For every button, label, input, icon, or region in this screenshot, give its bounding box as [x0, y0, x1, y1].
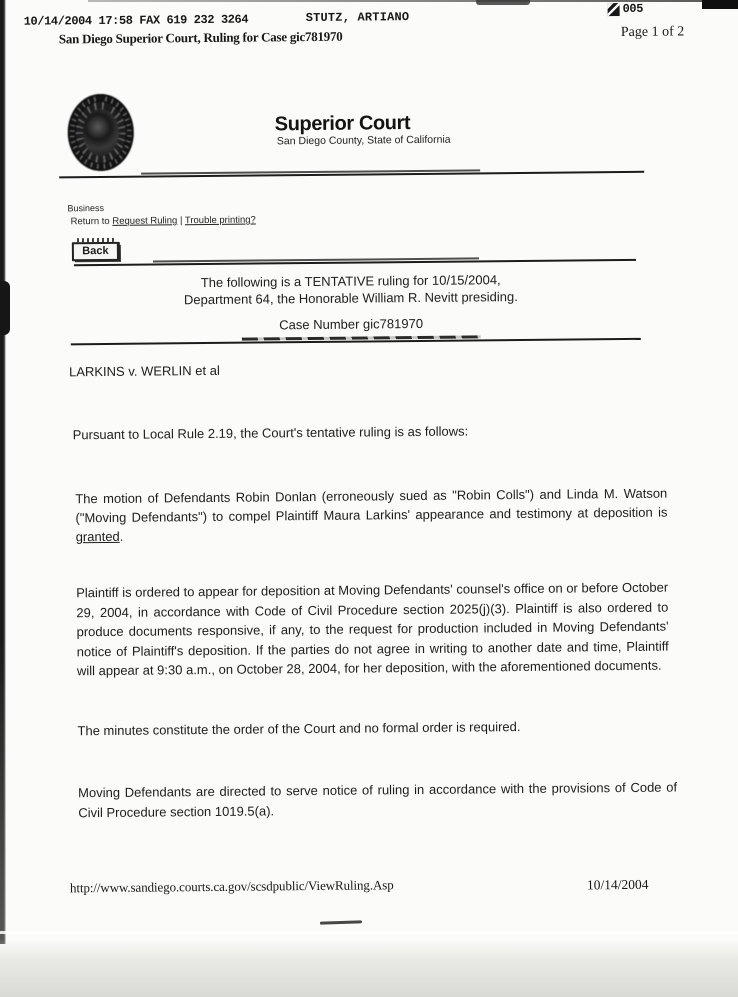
- fax-timestamp: 10/14/2004 17:58 FAX 619 232 3264: [23, 12, 249, 29]
- divider-rule-masthead: [59, 171, 644, 179]
- scan-corner-top-right: [702, 0, 738, 9]
- page-title: Superior Court: [274, 112, 411, 136]
- scan-edge-top-segment: [476, 0, 530, 5]
- motion-paragraph: [75, 484, 668, 547]
- paper-bottom-edge-highlight: [0, 931, 738, 934]
- court-seal: [67, 94, 134, 172]
- scan-edge-top: [88, 0, 738, 2]
- request-ruling-link[interactable]: Request Ruling: [112, 215, 178, 227]
- scan-edge-left-fade: [0, 640, 5, 944]
- motion-text: The motion of Defendants Robin Donlan (erroneously sued as "Robin Colls") and Linda M. Watson ("Moving Defendants") to compel Plaintiff Maura Larkins' appearance and testimony at deposition is: [75, 485, 668, 526]
- notice-paragraph: Moving Defendants are directed to serve notice of ruling in accordance with the provisions of Code of Civil Procedure section 1019.5(a).: [78, 779, 678, 820]
- fax-sender: STUTZ, ARTIANO: [305, 10, 410, 26]
- divider-rule-nav: [74, 259, 636, 266]
- ruling-intro: Pursuant to Local Rule 2.19, the Court's tentative ruling is as follows:: [72, 423, 469, 443]
- page-slash-icon: [608, 3, 620, 16]
- granted-emphasis: granted: [75, 528, 120, 545]
- tentative-ruling-line1: The following is a TENTATIVE ruling for 10/15/2004,: [200, 272, 501, 291]
- print-date: 10/14/2004: [586, 876, 649, 893]
- trouble-printing-link[interactable]: Trouble printing?: [184, 214, 256, 227]
- source-url: http://www.sandiego.courts.ca.gov/scsdpublic/ViewRuling.Asp: [69, 877, 394, 896]
- fax-page-count: [608, 2, 644, 16]
- motion-text-end: .: [119, 528, 124, 544]
- tentative-ruling-line2: Department 64, the Honorable William R. Nevitt presiding.: [183, 288, 518, 307]
- case-number: Case Number gic781970: [279, 315, 424, 333]
- case-title: LARKINS v. WERLIN et al: [68, 362, 220, 380]
- breadcrumb-section-label: Business: [67, 202, 105, 214]
- deposition-order-paragraph: Plaintiff is ordered to appear for deposition at Moving Defendants' counsel's office on or before October 29, 2004, in accordance with Code of Civil Procedure section 2025(j)(3). Plaintiff is also ordered to produce documents responsive, if any, to the request for production included in Moving Defendants' notice of Plaintiff's deposition. If the parties do not agree in writing to another date and time, Plaintiff will appear at 9:30 a.m., on October 28, 2004, for her deposition, with the aforementioned documents.: [76, 579, 669, 679]
- link-separator: |: [177, 215, 185, 227]
- minutes-paragraph: The minutes constitute the order of the Court and no formal order is required.: [77, 719, 521, 739]
- fax-subject-line: San Diego Superior Court, Ruling for Case gic781970: [58, 28, 343, 47]
- fax-page-count-value: 005: [622, 1, 644, 17]
- page-indicator: Page 1 of 2: [620, 24, 685, 41]
- return-links-line: [71, 215, 256, 228]
- return-prefix-label: Return to: [70, 215, 113, 228]
- scanner-bed-bottom: [0, 939, 738, 997]
- scan-edge-blob: [0, 281, 10, 335]
- back-button[interactable]: Back: [72, 242, 120, 261]
- tentative-ruling-heading: [78, 271, 623, 309]
- divider-rule-case: [71, 338, 641, 345]
- page-subtitle: San Diego County, State of California: [276, 133, 451, 148]
- seal-center: [83, 109, 119, 156]
